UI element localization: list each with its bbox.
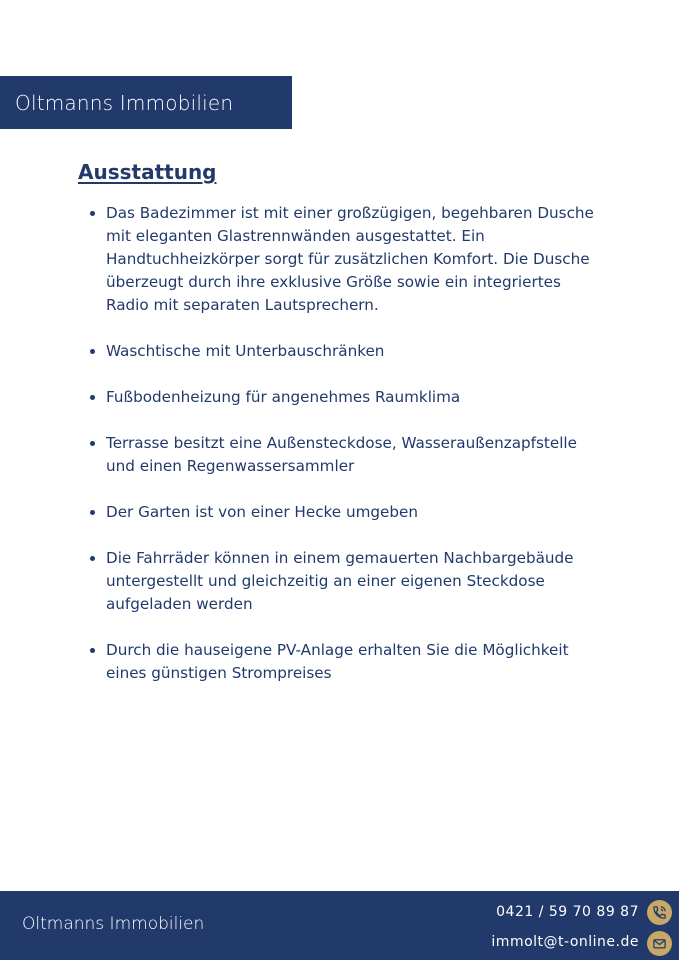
footer-brand: Oltmanns Immobilien: [22, 914, 205, 934]
header-brand-band: [0, 76, 292, 129]
list-item: Der Garten ist von einer Hecke umgeben: [106, 501, 606, 524]
footer: [0, 891, 679, 960]
list-item: Die Fahrräder können in einem gemauerten Nachbargebäude untergestellt und gleichzeitig an einer eigenen Steckdose aufgeladen werden: [106, 547, 606, 616]
section-title: Ausstattung: [78, 160, 217, 184]
email-link[interactable]: immolt@t-online.de: [491, 934, 639, 950]
phone-icon[interactable]: [647, 900, 672, 925]
list-item: Fußbodenheizung für angenehmes Raumklima: [106, 386, 606, 409]
list-item: Durch die hauseigene PV-Anlage erhalten Sie die Möglichkeit eines günstigen Strompreises: [106, 639, 606, 685]
phone-link[interactable]: 0421 / 59 70 89 87: [496, 904, 639, 920]
list-item: Das Badezimmer ist mit einer großzügigen, begehbaren Dusche mit eleganten Glastrennwänden ausgestattet. Ein Handtuchheizkörper sorgt für zusätzlichen Komfort. Die Dusche überzeugt durch ihre exklusive Größe sowie ein integriertes Radio mit separaten Lautsprechern.: [106, 202, 606, 317]
feature-list: [106, 202, 606, 708]
mail-icon[interactable]: [647, 931, 672, 956]
list-item: Terrasse besitzt eine Außensteckdose, Wasseraußenzapfstelle und einen Regenwassersammler: [106, 432, 606, 478]
header-brand: Oltmanns Immobilien: [15, 90, 234, 115]
list-item: Waschtische mit Unterbauschränken: [106, 340, 606, 363]
